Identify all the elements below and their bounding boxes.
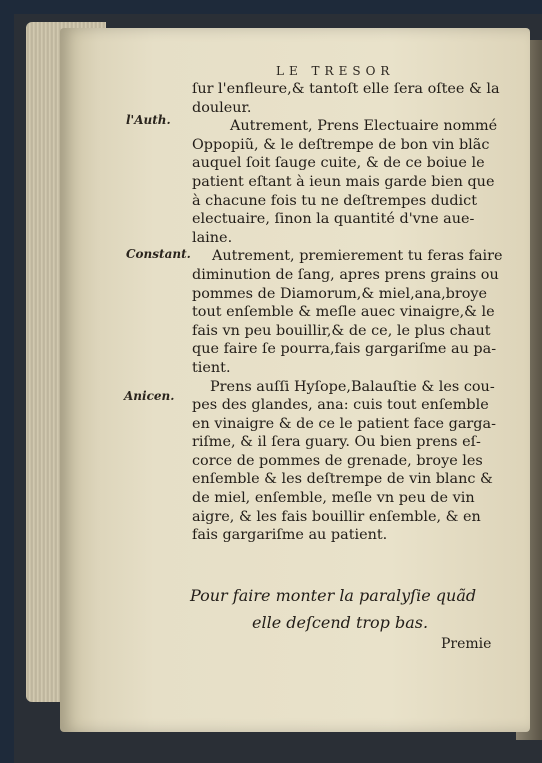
body-text [192,80,504,545]
body-line: que faire ſe pourra,fais gargariſme au pa- [192,341,497,358]
body-line: à chacune fois tu ne deſtrempes dudict [192,192,477,209]
body-line: fais vn peu bouillir,& de ce, le plus chaut [192,322,491,339]
body-line: pes des glandes, ana: cuis tout enſemble [192,397,489,414]
body-line: Oppopiũ, & le deſtrempe de bon vin blãc [192,136,490,153]
body-line: Autrement, Prens Electuaire nommé [230,118,498,135]
body-line: tient. [192,359,231,376]
body-line: Prens auſſi Hyſope,Balauſtie & les cou- [210,378,495,395]
section-title-line: Pour faire monter la paralyſie quãd [190,586,477,605]
body-line: en vinaigre & de ce le patient face garga- [192,415,496,432]
body-line: patient eſtant à ieun mais garde bien que [192,173,495,190]
body-line: ſur l'enfleure,& tantoſt elle ſera oſtee & la [192,81,500,97]
body-line: pommes de Diamorum,& miel,ana,broye [192,285,488,302]
section-title-line: elle deſcend trop bas. [252,613,429,632]
body-line: electuaire, ſinon la quantité d'vne aue- [192,211,475,228]
section-title [190,582,510,636]
body-line: laine. [192,229,233,246]
body-line: douleur. [192,99,252,116]
body-line: fais gargariſme au patient. [192,527,388,544]
body-line: corce de pommes de grenade, broye les [192,452,483,469]
body-line: auquel ſoit ſauge cuite, & de ce boiue le [192,155,485,172]
body-line: Autrement, premierement tu feras faire [212,248,503,265]
running-header: LE TRESOR [276,64,395,78]
body-line: enſemble & les deſtrempe de vin blanc & [192,471,493,488]
body-line: diminution de ſang, apres prens grains ou [192,266,499,283]
margin-note-anicen: Anicen. [124,389,175,403]
margin-note-constant: Constant. [126,247,191,261]
body-line: riſme, & il ſera guary. Ou bien prens eſ- [192,434,481,451]
body-line: tout enſemble & meſle auec vinaigre,& le [192,304,495,321]
body-line: aigre, & les fais bouillir enſemble, & en [192,508,481,525]
catchword: Premie [441,636,492,652]
body-line: de miel, enſemble, meſle vn peu de vin [192,490,475,507]
margin-note-auth: l'Auth. [126,113,171,127]
